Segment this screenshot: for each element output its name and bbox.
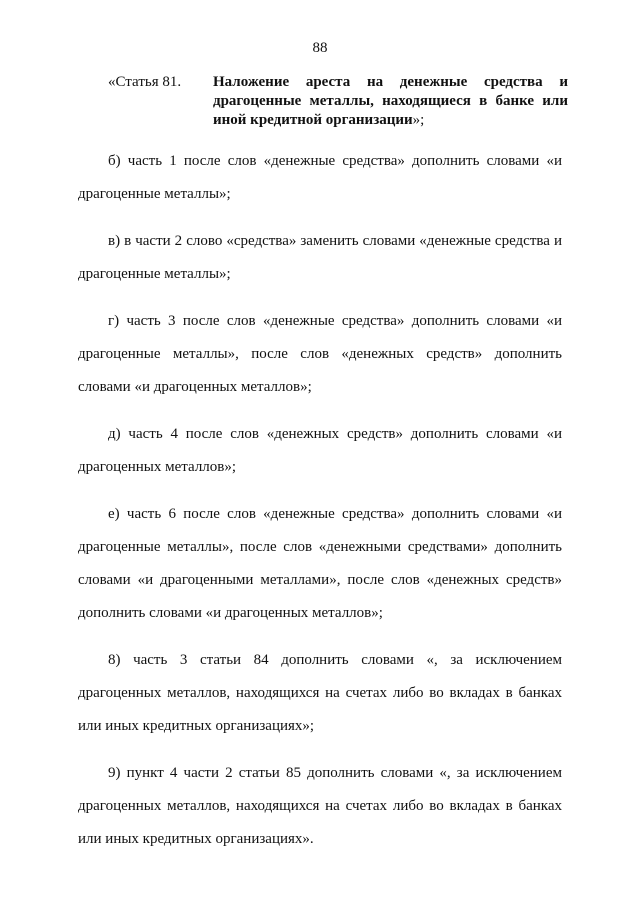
article-title <box>213 73 568 130</box>
page-number: 88 <box>312 40 328 56</box>
article-number: «Статья 81. <box>108 74 182 90</box>
paragraph-e: е) часть 6 после слов «денежные средства» дополнить словами «и драгоценные металлы», после слов «денежными средствами» дополнить словами «и драгоценными металлами», после слов «денежных средств» дополнить словами «и драгоценных металлов»; <box>78 506 562 621</box>
article-heading <box>108 73 568 130</box>
paragraph-g: г) часть 3 после слов «денежные средства» дополнить словами «и драгоценные металлы», после слов «денежных средств» дополнить словами «и драгоценных металлов»; <box>78 313 562 395</box>
paragraph-b: б) часть 1 после слов «денежные средства» дополнить словами «и драгоценные металлы»; <box>78 153 562 202</box>
paragraph-d: д) часть 4 после слов «денежных средств» дополнить словами «и драгоценных металлов»; <box>78 426 562 475</box>
article-title-text: Наложение ареста на денежные средства и драгоценные металлы, находящиеся в банке или иной кредитной организации <box>213 74 568 128</box>
article-title-suffix: »; <box>412 112 425 128</box>
document-body <box>78 145 562 870</box>
paragraph-8: 8) часть 3 статьи 84 дополнить словами «, за исключением драгоценных металлов, находящихся на счетах либо во вкладах в банках или иных кредитных организациях»; <box>78 652 562 734</box>
paragraph-v: в) в части 2 слово «средства» заменить словами «денежные средства и драгоценные металлы»; <box>78 233 562 282</box>
paragraph-9: 9) пункт 4 части 2 статьи 85 дополнить словами «, за исключением драгоценных металлов, находящихся на счетах либо во вкладах в банках или иных кредитных организациях». <box>78 765 562 847</box>
